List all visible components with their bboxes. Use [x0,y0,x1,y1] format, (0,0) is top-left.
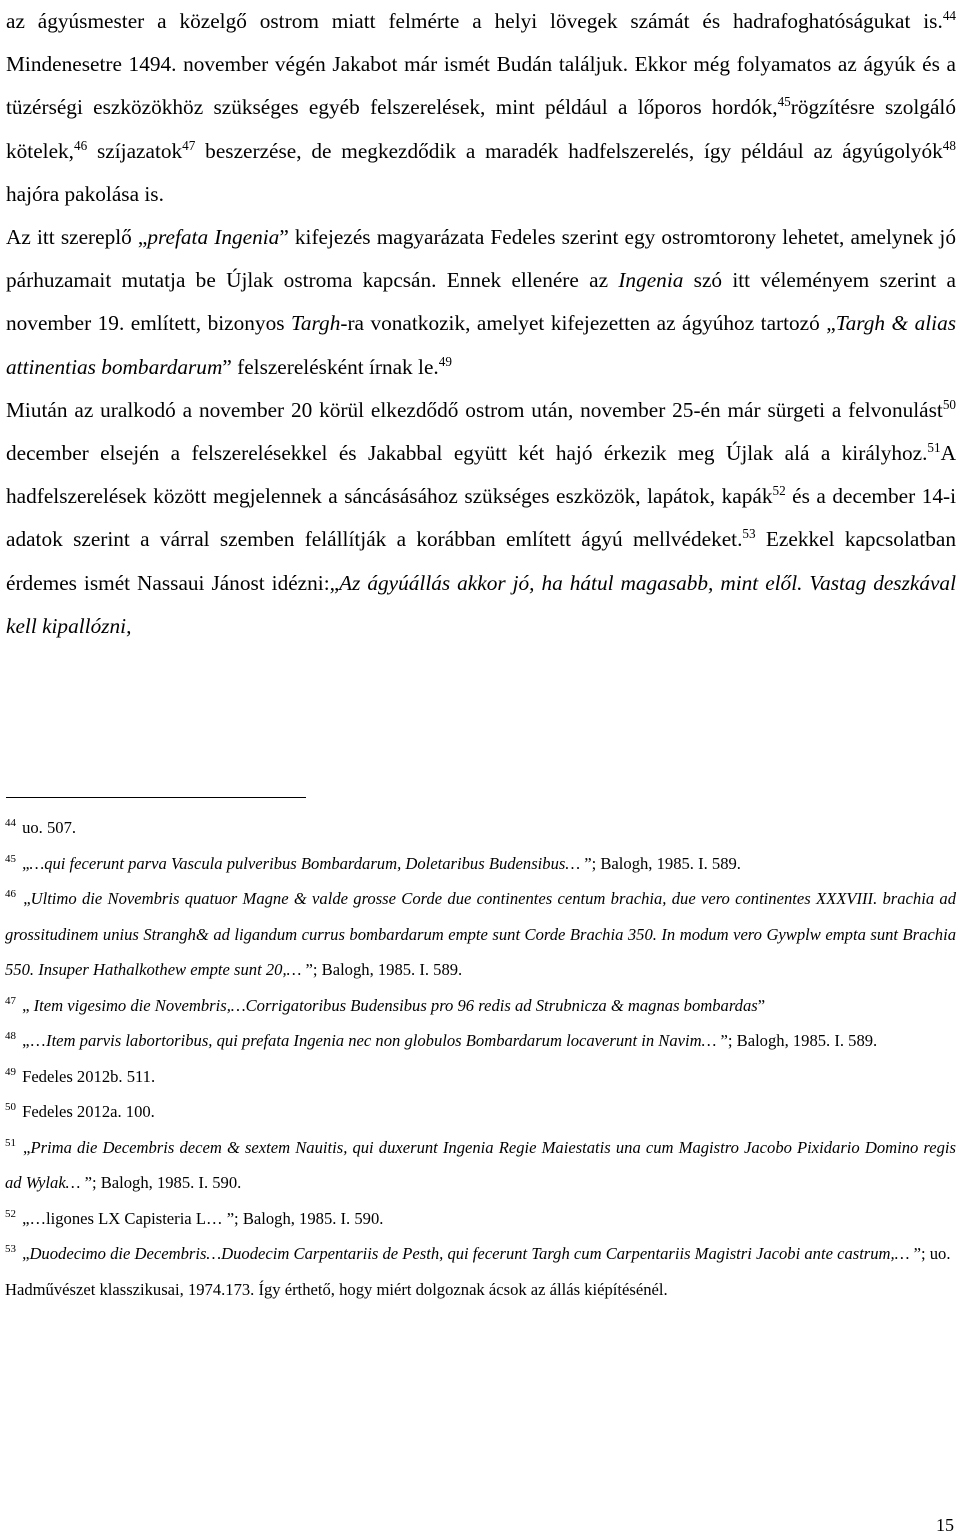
footnote-ref-47[interactable]: 47 [182,137,196,153]
page-number: 15 [936,1515,954,1535]
footnote-text: Fedeles 2012a. 100. [17,1102,155,1121]
footnote-text: Fedeles 2012b. 511. [17,1066,156,1086]
footnote-ref-44[interactable]: 44 [942,7,956,23]
footnote-ref-45[interactable]: 45 [777,94,791,110]
footnote-text: uo. 507. [17,818,77,837]
footnote-ref-48[interactable]: 48 [942,137,956,153]
footnote-source: ”; Balogh, 1985. I. 589. [301,960,463,979]
footnote-text: „…ligones LX Capisteria L… ”; Balogh, 1985. I. 590. [17,1208,384,1228]
paragraph-3 [6,389,956,648]
main-text [6,0,956,648]
footnote-source: ” [757,995,766,1015]
text-run: Az itt szereplő „ [6,225,148,250]
text-run: Miután az uralkodó a november 20 körül elkezdődő ostrom után, november 25-én már sürgeti a felvonulást [6,397,943,422]
footnote-ref-52[interactable]: 52 [772,483,786,499]
text-run: és a december 14-i adatok szerint a várral szemben felállítják a korábban említett ágyú mellvédeket. [6,484,956,552]
footnote-text: „ [17,1137,31,1157]
footnote-ref-53[interactable]: 53 [742,526,756,542]
footnote-number: 51 [5,1136,16,1149]
text-run: Mindenesetre 1494. november végén Jakabot már ismét Budán találjuk. Ekkor még folyamatos az ágyúk és a tüzérségi eszközökhöz szükséges egyéb felszerelések, mint például a lőporos hordók, [6,52,956,120]
footnote-ref-50[interactable]: 50 [942,396,956,412]
footnotes [5,810,956,1307]
footnote-text: „ [17,889,31,908]
text-run: beszerzése, de megkezdődik a maradék hadfelszerelés, így például az ágyúgolyók [195,138,943,163]
footnote-continuation: Hadművészet klasszikusai, 1974.173. Így érthető, hogy miért dolgoznak ácsok az állás kiépítésénél. [5,1279,668,1299]
text-run: hajóra pakolása is. [6,181,164,206]
footnote-number: 46 [5,888,16,901]
text-run: az ágyúsmester a közelgő ostrom miatt felmérte a helyi lövegek számát és hadrafoghatóságukat is. [6,9,943,33]
footnote-text: „… [17,1031,47,1050]
footnote-text: „ [17,853,30,873]
footnote-53 [5,1236,956,1272]
italic-term: Targh & alias attinentias bombardarum [6,311,957,379]
footnote-50 [5,1094,956,1130]
footnote-45 [5,846,956,882]
footnote-number: 48 [5,1030,16,1043]
text-run: ” kifejezés magyarázata Fedeles szerint egy ostromtorony lehetet, amelynek jó párhuzamait mutatja be Újlak ostroma kapcsán. Ennek ellenére az [6,225,956,293]
footnote-quote: Item vigesimo die Novembris,…Corrigatoribus Budensibus pro 96 redis ad Strubnicza & magnas bombardas [33,995,758,1015]
footnote-number: 45 [5,852,16,865]
footnote-number: 50 [5,1101,16,1114]
text-run: ” felszerelésként írnak le. [222,354,439,379]
footnote-52 [5,1201,956,1237]
text-run: A hadfelszerelések között megjelennek a sáncásásához szükséges eszközök, lapátok, kapák [6,441,956,509]
footnote-quote: Ultimo die Novembris quatuor Magne & valde grosse Corde due continentes centum brachia, due vero continentes XXXVIII. brachia ad grossitudinem unius Strangh& ad ligandum currus bombardarum empte sunt Corde Brachia 350. In modum vero Gywplw empta sunt Brachia 550. Insuper Hathalkothew empte sunt 20,… [5,889,956,979]
italic-term: Targh [291,311,341,336]
footnote-text: „ [17,1244,30,1263]
text-run: szíjazatok [87,138,183,163]
footnote-number: 53 [5,1243,16,1256]
footnote-number: 47 [5,994,16,1007]
footnote-source: ”; Balogh, 1985. I. 589. [716,1031,878,1050]
text-run: Ezekkel kapcsolatban érdemes ismét Nassaui Jánost idézni:„ [6,527,956,595]
italic-term: prefata Ingenia [147,225,280,250]
footnote-number: 44 [5,817,16,830]
footnote-text: „ [17,995,34,1015]
footnote-source: ”; Balogh, 1985. I. 590. [80,1173,242,1192]
footnote-48 [5,1023,956,1059]
italic-quote: Az ágyúállás akkor jó, ha hátul magasabb, mint elől. Vastag deszkával kell kipallózni, [6,570,956,638]
footnote-ref-49[interactable]: 49 [438,353,452,369]
text-run: rögzítésre szolgáló kötelek, [6,95,956,163]
text-run: -ra vonatkozik, amelyet kifejezetten az ágyúhoz tartozó „ [340,311,836,336]
footnote-quote: …qui fecerunt parva Vascula pulveribus Bombardarum, Doletaribus Budensibus… [29,853,581,873]
footnote-source: ”; uo. [909,1244,951,1263]
footnote-ref-46[interactable]: 46 [74,137,88,153]
footnote-quote: Duodecimo die Decembris…Duodecim Carpentariis de Pesth, qui fecerunt Targh cum Carpentariis Magistri Jacobi ante castrum,… [29,1244,910,1263]
footnote-49 [5,1059,956,1095]
italic-term: Ingenia [618,268,684,293]
footnote-quote: Prima die Decembris decem & sextem Nauitis, qui duxerunt Ingenia Regie Maiestatis una cum Magistro Jacobo Pixidario Domino regis ad Wylak… [5,1137,957,1192]
footnote-number: 52 [5,1207,16,1220]
footnote-separator [6,797,306,798]
text-run: szó itt véleményem szerint a november 19. említett, bizonyos [6,268,956,336]
footnote-quote: Item parvis labortoribus, qui prefata Ingenia nec non globulos Bombardarum locaverunt in Navim… [46,1031,717,1050]
footnote-number: 49 [5,1065,16,1078]
footnote-47 [5,988,956,1024]
footnote-ref-51[interactable]: 51 [927,439,941,455]
footnote-46 [5,881,956,988]
paragraph-1 [6,0,956,216]
footnote-51 [5,1130,956,1201]
footnote-44 [5,810,956,846]
paragraph-2 [6,216,956,389]
footnote-source: ”; Balogh, 1985. I. 589. [580,853,741,873]
text-run: december elsején a felszerelésekkel és Jakabbal együtt két hajó érkezik meg Újlak alá a királyhoz. [6,441,928,466]
